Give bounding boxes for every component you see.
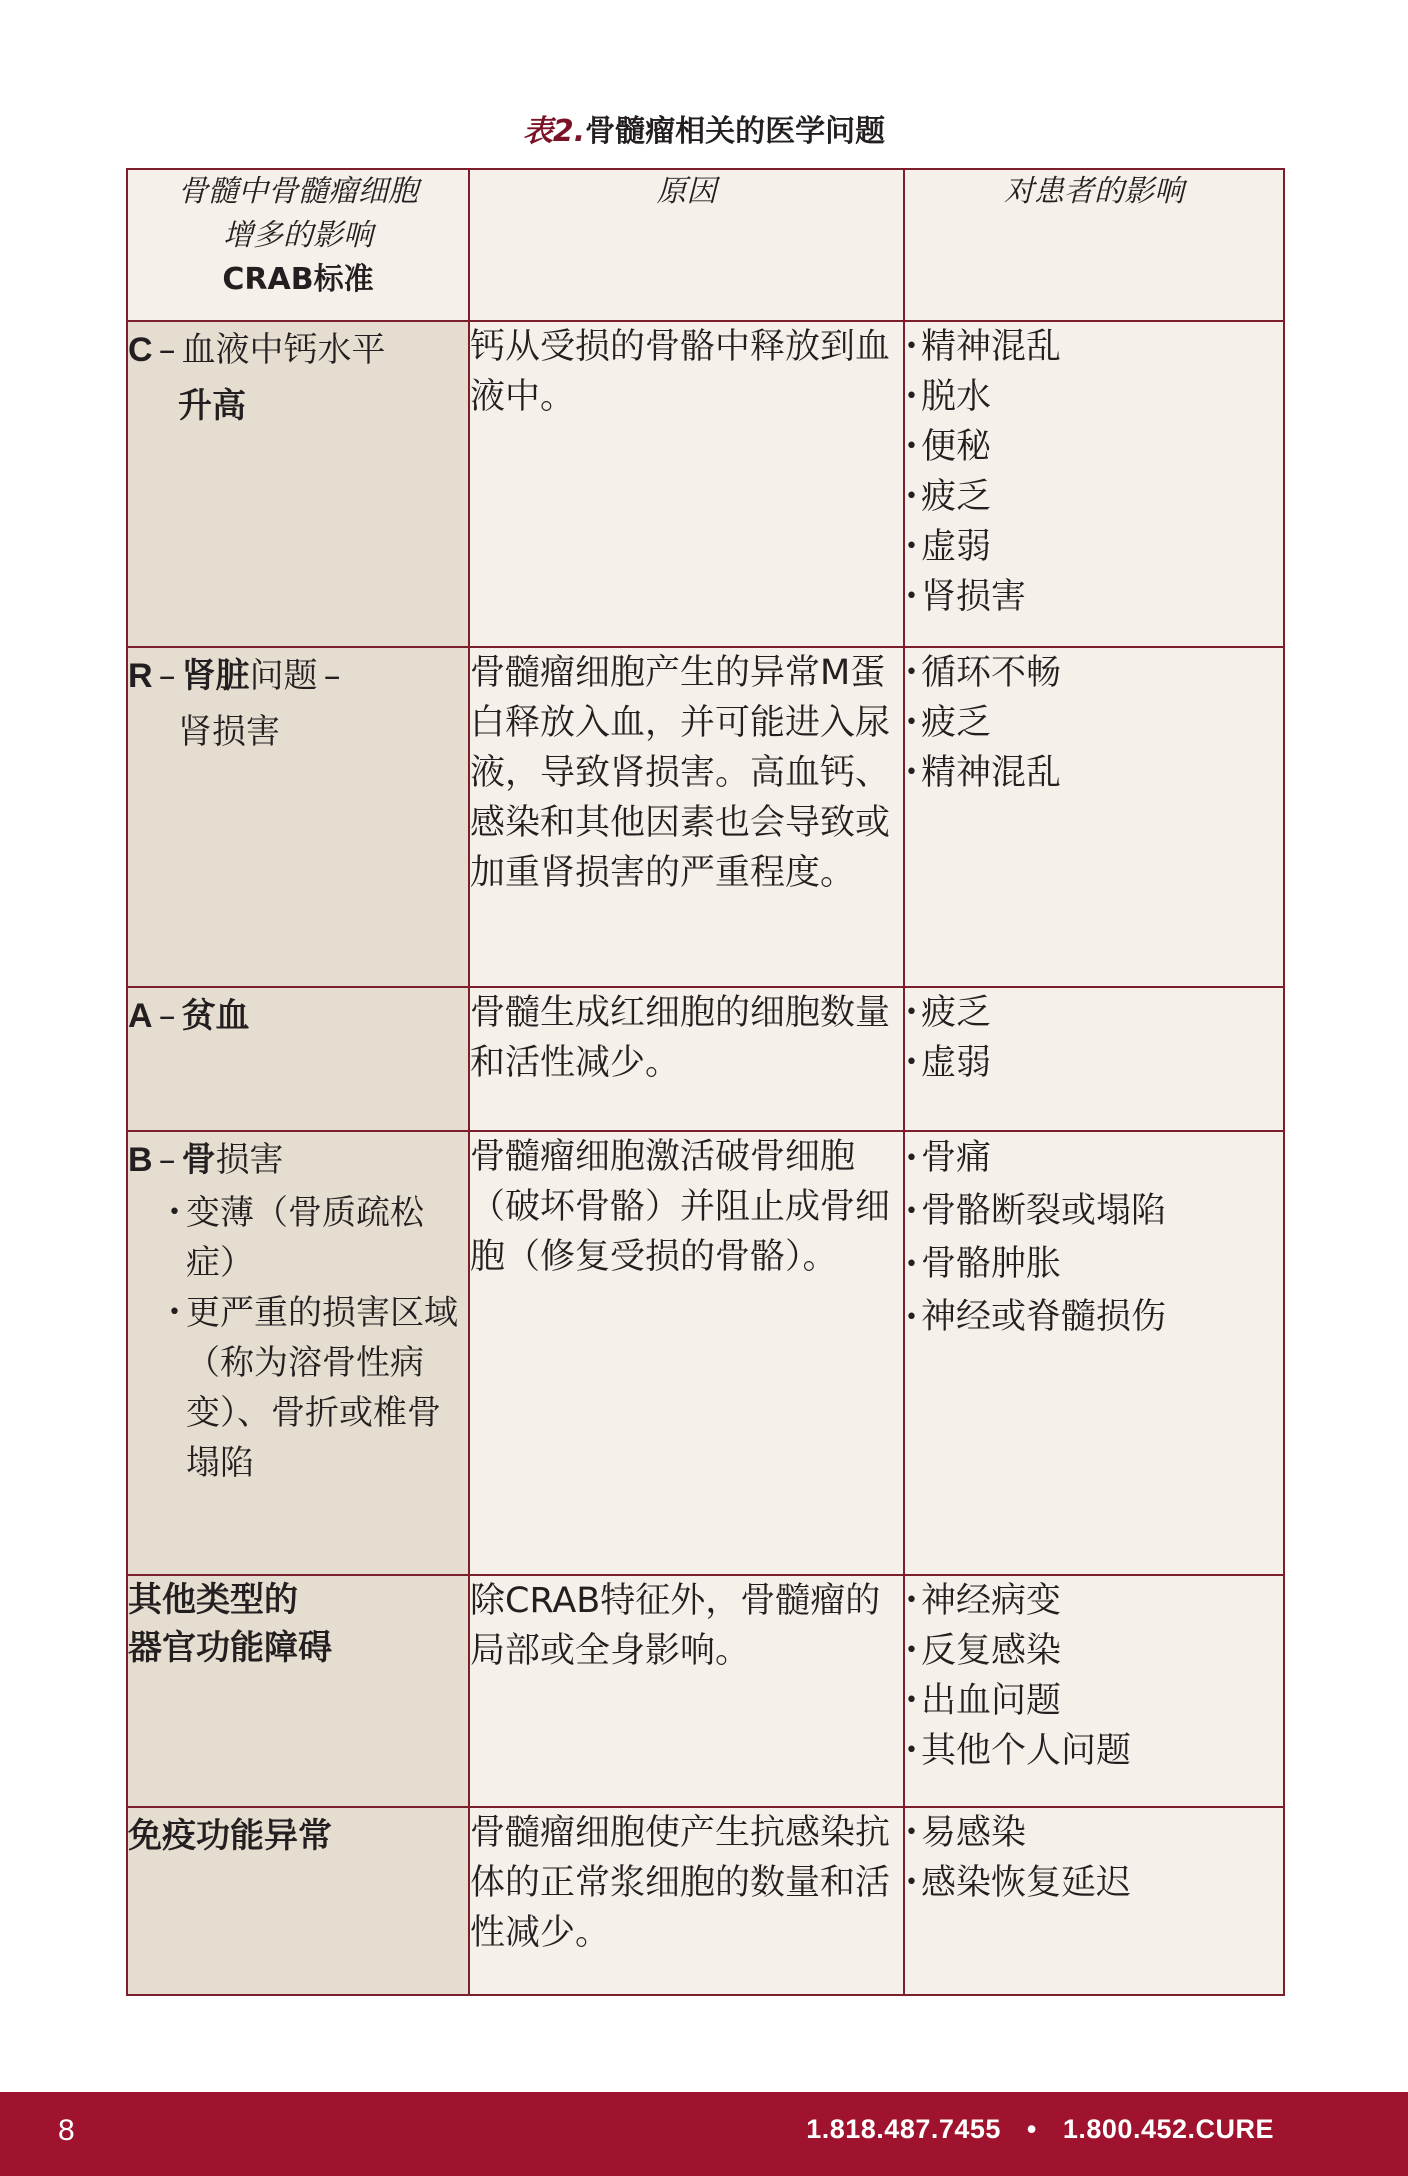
- table-title-text: 骨髓瘤相关的医学问题: [585, 114, 886, 149]
- row-label-text: 问题: [249, 656, 318, 696]
- crab-letter: B: [128, 1141, 153, 1179]
- row-label: [127, 1575, 469, 1807]
- row-label: R – 肾脏问题 – 肾损害: [127, 647, 469, 987]
- effect-item: • 感染恢复延迟: [905, 1858, 1283, 1908]
- row-label-text-2: 肾损害: [178, 712, 280, 752]
- effect-item: • 骨骼断裂或塌陷: [905, 1185, 1283, 1238]
- table-header-row: [127, 169, 1284, 321]
- row-label-bold: 肾脏: [181, 656, 250, 696]
- effect-item: • 便秘: [905, 422, 1283, 472]
- row-effects: [904, 1807, 1284, 1995]
- table-row: [127, 321, 1284, 647]
- row-cause: 钙从受损的骨骼中释放到血液中。: [469, 321, 904, 647]
- row-label-text: 免疫功能异常: [128, 1816, 332, 1856]
- row-label-text: 损害: [215, 1140, 284, 1180]
- effect-item: • 其他个人问题: [905, 1726, 1283, 1776]
- row-label: C – 血液中钙水平 升高: [127, 321, 469, 647]
- table-title: [0, 110, 1408, 154]
- effect-item: • 疲乏: [905, 472, 1283, 522]
- effect-item: • 出血问题: [905, 1676, 1283, 1726]
- table-row: [127, 1575, 1284, 1807]
- page-number: 8: [58, 2114, 75, 2147]
- table-number: 表2.: [522, 114, 586, 149]
- row-effects: [904, 647, 1284, 987]
- row-cause: 骨髓瘤细胞产生的异常M蛋白释放入血，并可能进入尿液，导致肾损害。高血钙、感染和其他因素也会导致或加重肾损害的严重程度。: [469, 647, 904, 987]
- row-cause: 骨髓瘤细胞使产生抗感染抗体的正常浆细胞的数量和活性减少。: [469, 1807, 904, 1995]
- header-effect-label: 对患者的影响: [1004, 174, 1184, 209]
- effect-item: • 骨痛: [905, 1132, 1283, 1185]
- effect-item: • 循环不畅: [905, 648, 1283, 698]
- effect-item: • 神经或脊髓损伤: [905, 1291, 1283, 1344]
- header-crab-line3: CRAB标准: [222, 262, 374, 297]
- row-label-text-2: 器官功能障碍: [128, 1628, 332, 1668]
- crab-letter: A: [128, 997, 153, 1035]
- table-row: [127, 987, 1284, 1131]
- header-effect: [904, 169, 1284, 321]
- header-crab: [127, 169, 469, 321]
- phone-numbers: [806, 2114, 1274, 2145]
- sub-item: • 变薄（骨质疏松症）: [168, 1188, 468, 1288]
- separator-dot: •: [1026, 2114, 1037, 2144]
- effect-item: • 疲乏: [905, 698, 1283, 748]
- table-row: [127, 1131, 1284, 1575]
- effect-item: • 精神混乱: [905, 748, 1283, 798]
- crab-letter: C: [128, 331, 153, 369]
- row-cause: 除CRAB特征外，骨髓瘤的局部或全身影响。: [469, 1575, 904, 1807]
- row-label-bold: 骨: [181, 1140, 216, 1180]
- row-label: A – 贫血: [127, 987, 469, 1131]
- row-label-text: 血液中钙水平: [181, 330, 386, 370]
- row-effects: [904, 321, 1284, 647]
- header-cause-label: 原因: [656, 174, 717, 209]
- row-label: B – 骨损害 • 变薄（骨质疏松症） • 更严重的损害区域（称为溶骨性病变）、骨折或椎骨塌陷: [127, 1131, 469, 1575]
- effect-item: • 肾损害: [905, 572, 1283, 622]
- row-cause: 骨髓生成红细胞的细胞数量和活性减少。: [469, 987, 904, 1131]
- header-crab-line2: 增多的影响: [223, 218, 373, 253]
- header-crab-line1: 骨髓中骨髓瘤细胞: [178, 174, 418, 209]
- effect-item: • 虚弱: [905, 522, 1283, 572]
- row-label-text-2: 升高: [178, 386, 246, 426]
- phone-number-2: 1.800.452.CURE: [1062, 2114, 1274, 2144]
- page-footer: [0, 2092, 1408, 2176]
- effect-item: • 疲乏: [905, 988, 1283, 1038]
- table-row: [127, 1807, 1284, 1995]
- table-row: [127, 647, 1284, 987]
- effect-item: • 脱水: [905, 372, 1283, 422]
- effect-item: • 虚弱: [905, 1038, 1283, 1088]
- effect-item: • 骨骼肿胀: [905, 1238, 1283, 1291]
- medical-problems-table: [126, 168, 1285, 1996]
- effect-item: • 精神混乱: [905, 322, 1283, 372]
- effect-item: • 反复感染: [905, 1626, 1283, 1676]
- row-label: [127, 1807, 469, 1995]
- row-label-bold: 贫血: [181, 996, 250, 1036]
- header-cause: [469, 169, 904, 321]
- row-effects: [904, 1131, 1284, 1575]
- row-label-text: 其他类型的: [128, 1580, 298, 1620]
- row-cause: 骨髓瘤细胞激活破骨细胞（破坏骨骼）并阻止成骨细胞（修复受损的骨骼）。: [469, 1131, 904, 1575]
- row-effects: [904, 1575, 1284, 1807]
- phone-number-1: 1.818.487.7455: [806, 2114, 1001, 2144]
- crab-letter: R: [128, 657, 153, 695]
- effect-item: • 神经病变: [905, 1576, 1283, 1626]
- effect-item: • 易感染: [905, 1808, 1283, 1858]
- row-effects: [904, 987, 1284, 1131]
- sub-item: • 更严重的损害区域（称为溶骨性病变）、骨折或椎骨塌陷: [168, 1288, 468, 1488]
